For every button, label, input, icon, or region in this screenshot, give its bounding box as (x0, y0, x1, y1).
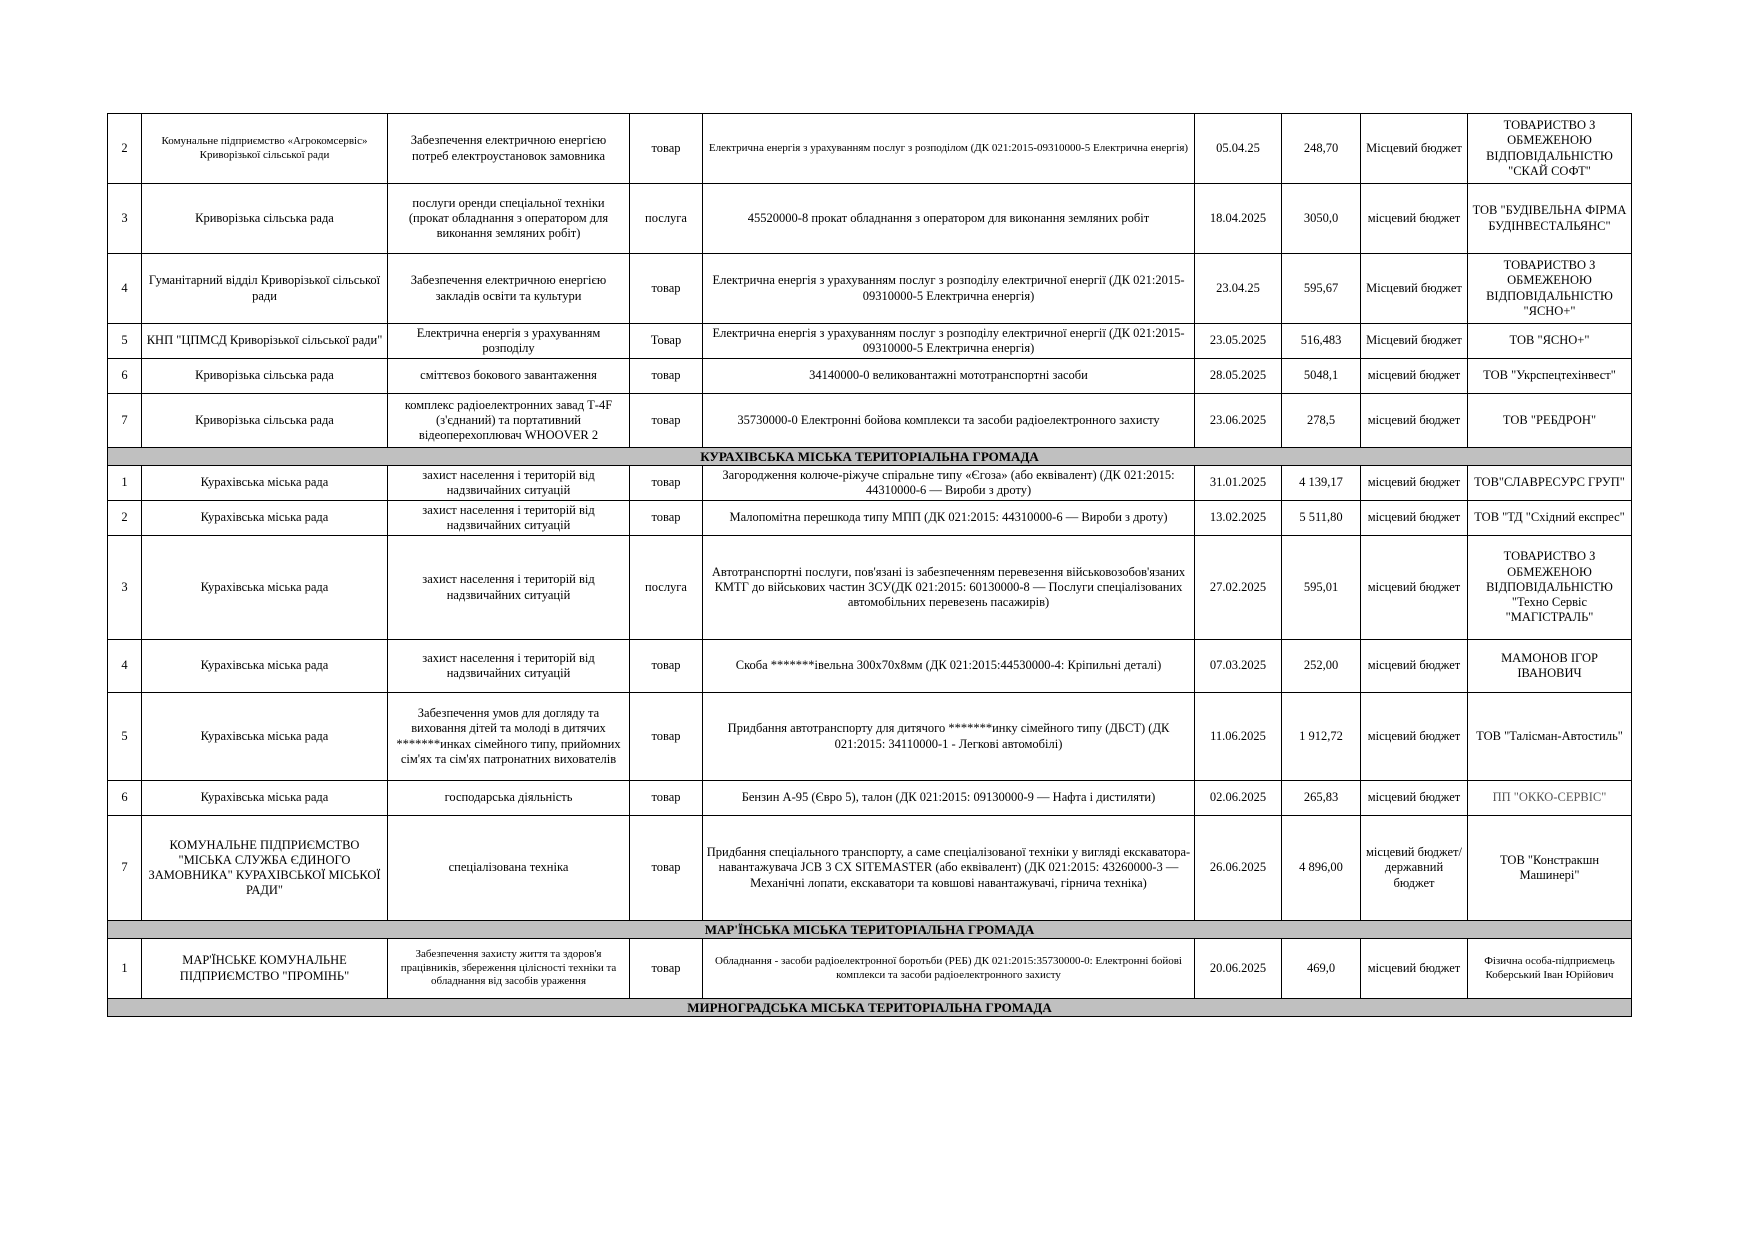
purpose-cell: Забезпечення умов для догляду та виховання дітей та молоді в дитячих *******инках сімейного типу, прийомних сім'ях та сім'ях патронатних вихователів (388, 693, 630, 781)
customer-cell: КОМУНАЛЬНЕ ПІДПРИЄМСТВО "МІСЬКА СЛУЖБА ЄДИНОГО ЗАМОВНИКА" КУРАХІВСЬКОЇ МІСЬКОЇ РАДИ" (142, 816, 388, 921)
customer-cell: Криворізька сільська рада (142, 184, 388, 254)
procurement-type-cell: товар (630, 816, 703, 921)
purpose-cell: захист населення і територій від надзвичайних ситуацій (388, 536, 630, 640)
supplier-cell: ТОВ "Талісман-Автостиль" (1468, 693, 1632, 781)
table-row (108, 359, 1632, 394)
customer-cell: Курахівська міська рада (142, 693, 388, 781)
date-cell: 07.03.2025 (1195, 640, 1282, 693)
subject-cell: Малопомітна перешкода типу МПП (ДК 021:2015: 44310000-6 — Вироби з дроту) (703, 501, 1195, 536)
table-row (108, 816, 1632, 921)
amount-cell: 252,00 (1282, 640, 1361, 693)
amount-cell: 4 139,17 (1282, 466, 1361, 501)
funding-source-cell: місцевий бюджет (1361, 939, 1468, 999)
procurement-type-cell: товар (630, 693, 703, 781)
row-number: 2 (108, 114, 142, 184)
subject-cell: Загородження колюче-ріжуче спіральне типу «Єгоза» (або еквівалент) (ДК 021:2015: 44310000-6 — Вироби з дроту) (703, 466, 1195, 501)
subject-cell: Бензин А-95 (Євро 5), талон (ДК 021:2015: 09130000-9 — Нафта і дистиляти) (703, 781, 1195, 816)
amount-cell: 248,70 (1282, 114, 1361, 184)
table-row (108, 184, 1632, 254)
customer-cell: Криворізька сільська рада (142, 394, 388, 448)
purpose-cell: Забезпечення електричною енергією потреб електроустановок замовника (388, 114, 630, 184)
purpose-cell: комплекс радіоелектронних завад Т-4F (з'єднаний) та портативний відеоперехоплювач WHOOVER 2 (388, 394, 630, 448)
procurement-type-cell: послуга (630, 536, 703, 640)
procurement-type-cell: товар (630, 466, 703, 501)
table-row (108, 114, 1632, 184)
funding-source-cell: місцевий бюджет (1361, 781, 1468, 816)
amount-cell: 5048,1 (1282, 359, 1361, 394)
date-cell: 05.04.25 (1195, 114, 1282, 184)
date-cell: 20.06.2025 (1195, 939, 1282, 999)
table-row (108, 324, 1632, 359)
supplier-cell: ТОВ "Укрспецтехінвест" (1468, 359, 1632, 394)
table-row (108, 394, 1632, 448)
customer-cell: Курахівська міська рада (142, 781, 388, 816)
funding-source-cell: Місцевий бюджет (1361, 114, 1468, 184)
supplier-cell: МАМОНОВ ІГОР ІВАНОВИЧ (1468, 640, 1632, 693)
subject-cell: Придбання спеціального транспорту, а саме спеціалізованої техніки у вигляді екскаватора-навантажувача JCB 3 CX SITEMASTER (або еквівалент) (ДК 021:2015: 43260000-3 — Механічні лопати, екскаватори та ковшові навантажувачі, гірнича техніка) (703, 816, 1195, 921)
subject-cell: Обладнання - засоби радіоелектронної боротьби (РЕБ) ДК 021:2015:35730000-0: Електронні бойові комплекси та засоби радіоелектронного захисту (703, 939, 1195, 999)
date-cell: 27.02.2025 (1195, 536, 1282, 640)
date-cell: 26.06.2025 (1195, 816, 1282, 921)
funding-source-cell: місцевий бюджет (1361, 640, 1468, 693)
date-cell: 23.05.2025 (1195, 324, 1282, 359)
date-cell: 23.04.25 (1195, 254, 1282, 324)
subject-cell: Придбання автотранспорту для дитячого *******инку сімейного типу (ДБСТ) (ДК 021:2015: 34110000-1 - Легкові автомобілі) (703, 693, 1195, 781)
subject-cell: 35730000-0 Електронні бойова комплекси та засоби радіоелектронного захисту (703, 394, 1195, 448)
date-cell: 18.04.2025 (1195, 184, 1282, 254)
funding-source-cell: місцевий бюджет/державний бюджет (1361, 816, 1468, 921)
supplier-cell: ПП "ОККО-СЕРВІС" (1468, 781, 1632, 816)
purpose-cell: господарська діяльність (388, 781, 630, 816)
customer-cell: Комунальне підприємство «Агрокомсервіс» Криворізької сільської ради (142, 114, 388, 184)
supplier-cell: ТОВ "ЯСНО+" (1468, 324, 1632, 359)
section-title: КУРАХІВСЬКА МІСЬКА ТЕРИТОРІАЛЬНА ГРОМАДА (108, 448, 1632, 466)
row-number: 6 (108, 781, 142, 816)
purpose-cell: захист населення і територій від надзвичайних ситуацій (388, 466, 630, 501)
customer-cell: Курахівська міська рада (142, 466, 388, 501)
subject-cell: 45520000-8 прокат обладнання з оператором для виконання земляних робіт (703, 184, 1195, 254)
funding-source-cell: місцевий бюджет (1361, 466, 1468, 501)
purpose-cell: Забезпечення електричною енергією закладів освіти та культури (388, 254, 630, 324)
funding-source-cell: місцевий бюджет (1361, 184, 1468, 254)
supplier-cell: Фізична особа-підприємець Коберський Іван Юрійович (1468, 939, 1632, 999)
amount-cell: 265,83 (1282, 781, 1361, 816)
section-title: МИРНОГРАДСЬКА МІСЬКА ТЕРИТОРІАЛЬНА ГРОМАДА (108, 999, 1632, 1017)
amount-cell: 516,483 (1282, 324, 1361, 359)
table-row (108, 781, 1632, 816)
procurement-type-cell: Товар (630, 324, 703, 359)
amount-cell: 469,0 (1282, 939, 1361, 999)
subject-cell: Автотранспортні послуги, пов'язані із забезпеченням перевезення військовозобов'язаних КМТГ до військових частин ЗСУ(ДК 021:2015: 60130000-8 — Послуги спеціалізованих автомобільних перевезень пасажирів) (703, 536, 1195, 640)
table-row (108, 939, 1632, 999)
subject-cell: Електрична енергія з урахуванням послуг з розподілу електричної енергії (ДК 021:2015-09310000-5 Електрична енергія) (703, 254, 1195, 324)
date-cell: 11.06.2025 (1195, 693, 1282, 781)
row-number: 4 (108, 254, 142, 324)
funding-source-cell: місцевий бюджет (1361, 359, 1468, 394)
date-cell: 13.02.2025 (1195, 501, 1282, 536)
supplier-cell: ТОВ "Констракшн Машинері" (1468, 816, 1632, 921)
row-number: 3 (108, 536, 142, 640)
purpose-cell: Забезпечення захисту життя та здоров'я працівників, збереження цілісності техніки та обладнання від засобів ураження (388, 939, 630, 999)
procurement-type-cell: товар (630, 254, 703, 324)
section-header (108, 999, 1632, 1017)
subject-cell: Електрична енергія з урахуванням послуг з розподілом (ДК 021:2015-09310000-5 Електрична енергія) (703, 114, 1195, 184)
table-row (108, 693, 1632, 781)
purpose-cell: захист населення і територій від надзвичайних ситуацій (388, 501, 630, 536)
date-cell: 28.05.2025 (1195, 359, 1282, 394)
customer-cell: Курахівська міська рада (142, 536, 388, 640)
procurement-type-cell: товар (630, 359, 703, 394)
amount-cell: 5 511,80 (1282, 501, 1361, 536)
section-header (108, 448, 1632, 466)
supplier-cell: ТОВАРИСТВО З ОБМЕЖЕНОЮ ВІДПОВІДАЛЬНІСТЮ "ЯСНО+" (1468, 254, 1632, 324)
section-title: МАР'ЇНСЬКА МІСЬКА ТЕРИТОРІАЛЬНА ГРОМАДА (108, 921, 1632, 939)
row-number: 3 (108, 184, 142, 254)
funding-source-cell: місцевий бюджет (1361, 501, 1468, 536)
customer-cell: Гуманітарний відділ Криворізької сільської ради (142, 254, 388, 324)
row-number: 1 (108, 466, 142, 501)
subject-cell: 34140000-0 великовантажні мототранспортні засоби (703, 359, 1195, 394)
funding-source-cell: місцевий бюджет (1361, 536, 1468, 640)
procurement-type-cell: товар (630, 114, 703, 184)
supplier-cell: ТОВАРИСТВО З ОБМЕЖЕНОЮ ВІДПОВІДАЛЬНІСТЮ "Техно Сервіс "МАГІСТРАЛЬ" (1468, 536, 1632, 640)
funding-source-cell: місцевий бюджет (1361, 394, 1468, 448)
supplier-cell: ТОВАРИСТВО З ОБМЕЖЕНОЮ ВІДПОВІДАЛЬНІСТЮ "СКАЙ СОФТ" (1468, 114, 1632, 184)
purpose-cell: захист населення і територій від надзвичайних ситуацій (388, 640, 630, 693)
amount-cell: 1 912,72 (1282, 693, 1361, 781)
supplier-cell: ТОВ "БУДІВЕЛЬНА ФІРМА БУДІНВЕСТАЛЬЯНС" (1468, 184, 1632, 254)
procurement-type-cell: товар (630, 501, 703, 536)
row-number: 7 (108, 394, 142, 448)
purpose-cell: спеціалізована техніка (388, 816, 630, 921)
procurement-type-cell: товар (630, 394, 703, 448)
customer-cell: Курахівська міська рада (142, 640, 388, 693)
row-number: 5 (108, 324, 142, 359)
amount-cell: 278,5 (1282, 394, 1361, 448)
customer-cell: КНП "ЦПМСД Криворізької сільської ради" (142, 324, 388, 359)
row-number: 1 (108, 939, 142, 999)
procurement-type-cell: товар (630, 939, 703, 999)
customer-cell: Курахівська міська рада (142, 501, 388, 536)
customer-cell: МАР'ЇНСЬКЕ КОМУНАЛЬНЕ ПІДПРИЄМСТВО "ПРОМІНЬ" (142, 939, 388, 999)
row-number: 2 (108, 501, 142, 536)
supplier-cell: ТОВ "ТД "Східний експрес" (1468, 501, 1632, 536)
subject-cell: Електрична енергія з урахуванням послуг з розподілу електричної енергії (ДК 021:2015-09310000-5 Електрична енергія) (703, 324, 1195, 359)
row-number: 5 (108, 693, 142, 781)
row-number: 7 (108, 816, 142, 921)
table-row (108, 536, 1632, 640)
customer-cell: Криворізька сільська рада (142, 359, 388, 394)
funding-source-cell: місцевий бюджет (1361, 693, 1468, 781)
amount-cell: 3050,0 (1282, 184, 1361, 254)
purpose-cell: сміттєвоз бокового завантаження (388, 359, 630, 394)
procurement-type-cell: товар (630, 781, 703, 816)
amount-cell: 595,67 (1282, 254, 1361, 324)
table-row (108, 640, 1632, 693)
purpose-cell: послуги оренди спеціальної техніки (прокат обладнання з оператором для виконання земляних робіт) (388, 184, 630, 254)
table-row (108, 466, 1632, 501)
supplier-cell: ТОВ"СЛАВРЕСУРС ГРУП" (1468, 466, 1632, 501)
funding-source-cell: Місцевий бюджет (1361, 254, 1468, 324)
amount-cell: 4 896,00 (1282, 816, 1361, 921)
subject-cell: Скоба *******івельна 300х70х8мм (ДК 021:2015:44530000-4: Кріпильні деталі) (703, 640, 1195, 693)
row-number: 6 (108, 359, 142, 394)
table-row (108, 501, 1632, 536)
procurement-table (107, 113, 1632, 1017)
supplier-cell: ТОВ "РЕБДРОН" (1468, 394, 1632, 448)
amount-cell: 595,01 (1282, 536, 1361, 640)
purpose-cell: Електрична енергія з урахуванням розподілу (388, 324, 630, 359)
date-cell: 23.06.2025 (1195, 394, 1282, 448)
procurement-type-cell: товар (630, 640, 703, 693)
funding-source-cell: Місцевий бюджет (1361, 324, 1468, 359)
section-header (108, 921, 1632, 939)
row-number: 4 (108, 640, 142, 693)
date-cell: 02.06.2025 (1195, 781, 1282, 816)
procurement-type-cell: послуга (630, 184, 703, 254)
table-row (108, 254, 1632, 324)
date-cell: 31.01.2025 (1195, 466, 1282, 501)
